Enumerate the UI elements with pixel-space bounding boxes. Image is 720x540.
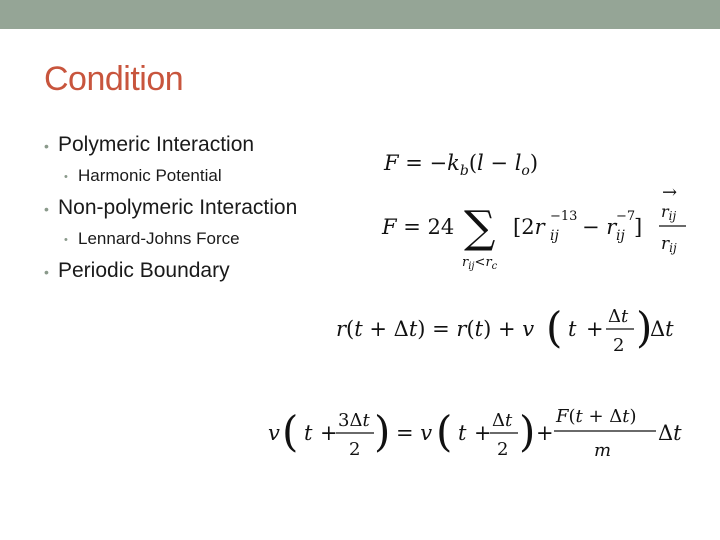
svg-text:t: t bbox=[304, 421, 313, 445]
svg-text:): ) bbox=[636, 303, 653, 352]
sub-bullet-item bbox=[44, 163, 297, 194]
bullet-list bbox=[44, 131, 297, 289]
bullet-text: Periodic Boundary bbox=[58, 259, 230, 282]
svg-text:F(t + Δt): F(t + Δt) bbox=[556, 406, 637, 427]
bullet-item bbox=[44, 257, 297, 289]
svg-text:ij: ij bbox=[616, 228, 625, 244]
svg-text:): ) bbox=[519, 407, 536, 456]
svg-text:Δt: Δt bbox=[650, 317, 674, 341]
svg-text:+: + bbox=[586, 317, 604, 341]
sub-bullet-text: Lennard-Johns Force bbox=[78, 229, 240, 248]
svg-text:v: v bbox=[268, 421, 280, 445]
bullet-dot-icon: • bbox=[44, 201, 49, 217]
svg-text:ij: ij bbox=[550, 228, 559, 244]
svg-text:F = −kb(l − lo): $F = -k_b(l - l_o)$ bbox=[384, 151, 539, 179]
svg-text:r(t + Δt) = r(t) + v: r(t + Δt) = r(t) + v bbox=[336, 317, 535, 341]
svg-text:−13: −13 bbox=[550, 209, 578, 224]
top-bar bbox=[0, 0, 720, 29]
bullet-text: Non-polymeric Interaction bbox=[58, 196, 298, 219]
svg-text:Δt: Δt bbox=[658, 421, 682, 445]
bullet-dot-icon: • bbox=[64, 171, 68, 183]
bullet-dot-icon: • bbox=[64, 234, 68, 246]
harmonic-force-equation bbox=[380, 142, 580, 182]
svg-text:∑: ∑ bbox=[464, 202, 496, 253]
svg-text:(: ( bbox=[546, 303, 563, 352]
svg-text:2: 2 bbox=[497, 439, 509, 460]
svg-text:+: + bbox=[474, 421, 492, 445]
bullet-text: Polymeric Interaction bbox=[58, 133, 255, 156]
svg-text:t: t bbox=[458, 421, 467, 445]
svg-text:]: ] bbox=[634, 215, 643, 239]
svg-text:− r: − r bbox=[582, 215, 617, 239]
svg-text:rij: rij bbox=[661, 234, 677, 255]
svg-text:−7: −7 bbox=[616, 209, 636, 224]
svg-text:t: t bbox=[568, 317, 577, 341]
lennard-jones-force-equation bbox=[380, 184, 700, 274]
svg-text:3Δt: 3Δt bbox=[338, 410, 370, 431]
velocity-update-equation bbox=[266, 398, 696, 470]
svg-text:[2r: [2r bbox=[513, 215, 545, 239]
svg-text:= v: = v bbox=[396, 421, 433, 445]
bullet-dot-icon: • bbox=[44, 138, 49, 154]
bullet-item bbox=[44, 194, 297, 226]
svg-text:+: + bbox=[536, 421, 554, 445]
sub-bullet-text: Harmonic Potential bbox=[78, 166, 222, 185]
svg-text:rij<rc: $r_{ij}<r_c$ bbox=[462, 255, 498, 272]
svg-text:2: 2 bbox=[613, 335, 625, 356]
slide-title: Condition bbox=[44, 60, 184, 98]
bullet-item bbox=[44, 131, 297, 163]
position-update-equation bbox=[334, 292, 684, 360]
sub-bullet-item bbox=[44, 226, 297, 257]
svg-text:→: → bbox=[662, 184, 678, 203]
svg-text:Δt: Δt bbox=[492, 410, 513, 431]
svg-text:+: + bbox=[320, 421, 338, 445]
svg-text:(: ( bbox=[436, 407, 453, 456]
svg-text:(: ( bbox=[282, 407, 299, 456]
svg-text:): ) bbox=[374, 407, 391, 456]
svg-text:2: 2 bbox=[349, 439, 361, 460]
svg-text:F = 24: F = 24 bbox=[382, 215, 455, 239]
svg-text:Δt: Δt bbox=[608, 306, 629, 327]
bullet-dot-icon: • bbox=[44, 264, 49, 280]
svg-text:m: m bbox=[594, 440, 612, 461]
svg-text:rij: rij bbox=[661, 202, 677, 223]
